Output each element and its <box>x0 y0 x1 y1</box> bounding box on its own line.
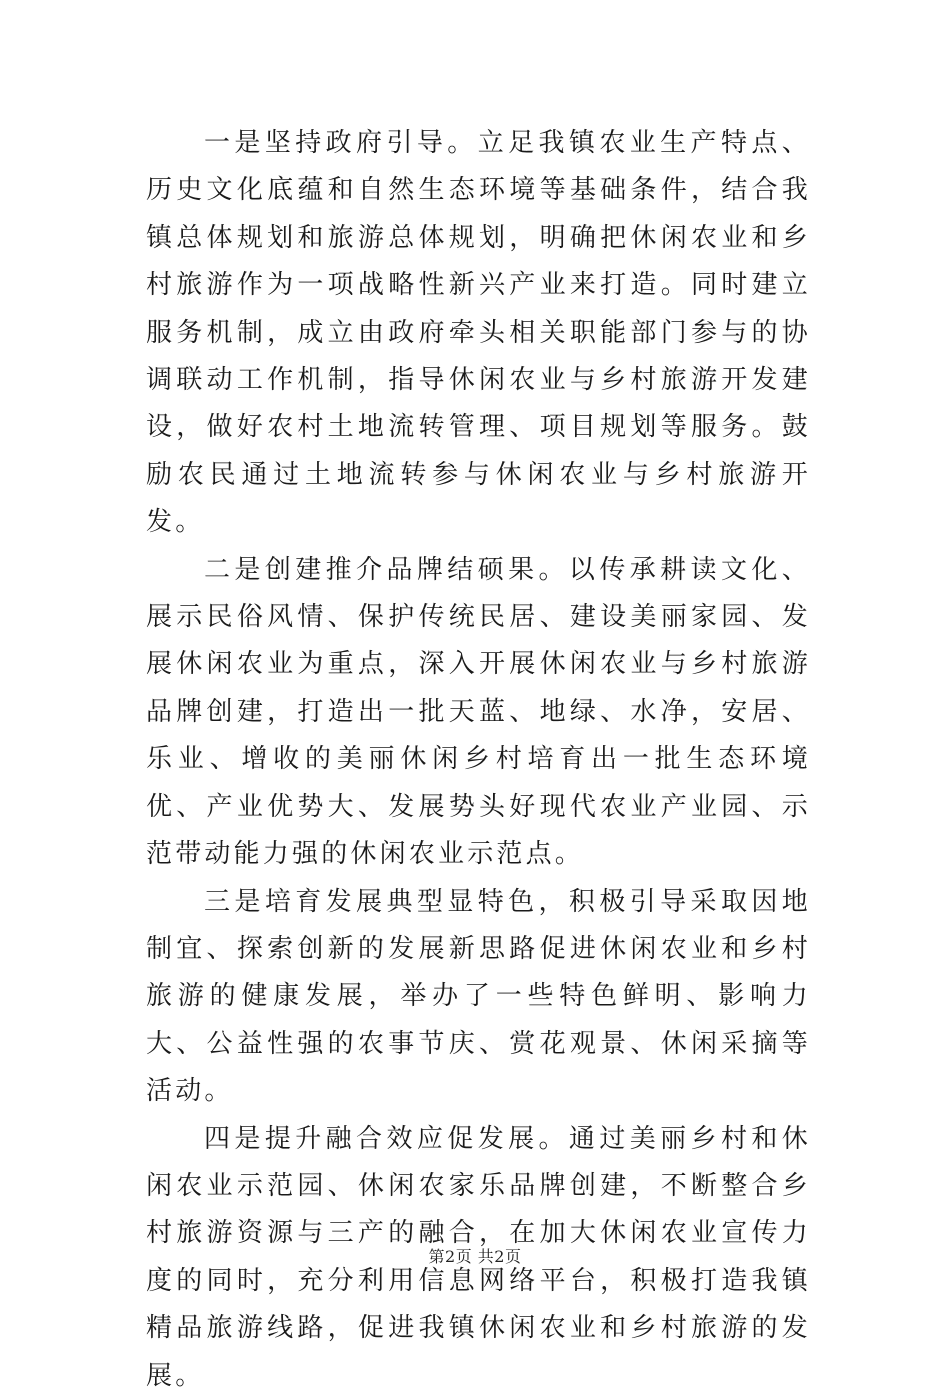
paragraph-government-guidance: 一是坚持政府引导。立足我镇农业生产特点、历史文化底蕴和自然生态环境等基础条件，结合我镇总体规划和旅游总体规划，明确把休闲农业和乡村旅游作为一项战略性新兴产业来打造。同时建立服务机制，成立由政府牵头相关职能部门参与的协调联动工作机制，指导休闲农业与乡村旅游开发建设，做好农村土地流转管理、项目规划等服务。鼓励农民通过土地流转参与休闲农业与乡村旅游开发。 <box>146 128 811 538</box>
document-body <box>146 120 811 1400</box>
page-number-footer: 第2页 共2页 <box>428 1247 522 1266</box>
paragraph-brand-building: 二是创建推介品牌结硕果。以传承耕读文化、展示民俗风情、保护传统民居、建设美丽家园、发展休闲农业为重点，深入开展休闲农业与乡村旅游品牌创建，打造出一批天蓝、地绿、水净，安居、乐业、增收的美丽休闲乡村培育出一批生态环境优、产业优势大、发展势头好现代农业产业园、示范带动能力强的休闲农业示范点。 <box>146 554 811 870</box>
paragraph-cultivate-models: 三是培育发展典型显特色，积极引导采取因地制宜、探索创新的发展新思路促进休闲农业和乡村旅游的健康发展，举办了一些特色鲜明、影响力大、公益性强的农事节庆、赏花观景、休闲采摘等活动。 <box>146 886 811 1107</box>
paragraph-integration-effect: 四是提升融合效应促发展。通过美丽乡村和休闲农业示范园、休闲农家乐品牌创建，不断整合乡村旅游资源与三产的融合，在加大休闲农业宣传力度的同时，充分利用信息网络平台，积极打造我镇精品旅游线路，促进我镇休闲农业和乡村旅游的发展。 <box>146 1123 811 1391</box>
